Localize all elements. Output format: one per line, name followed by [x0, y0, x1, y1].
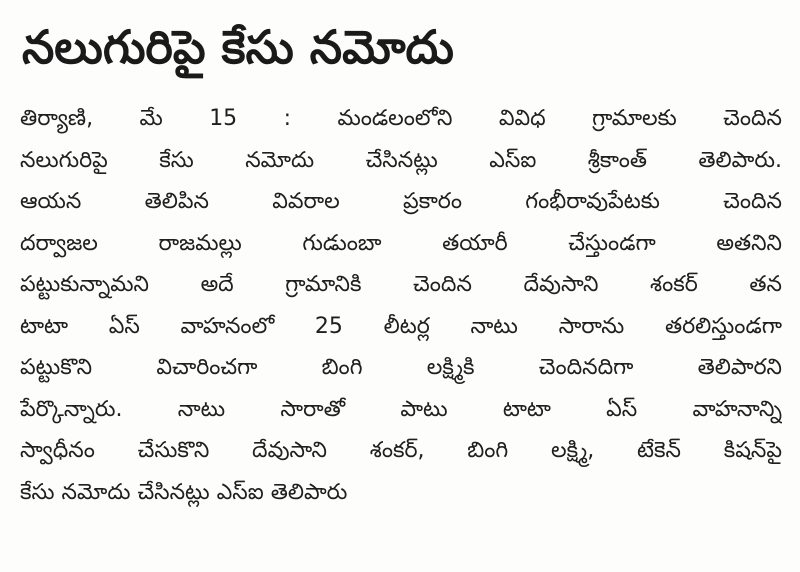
article-line: పట్టుకున్నామని అదే గ్రామానికి చెందిన దేవుసాని శంకర్ తన — [20, 272, 782, 297]
article-line: స్వాధీనం చేసుకొని దేవుసాని శంకర్, బింగి లక్ష్మి, టేకెన్ కిషన్‌పై — [20, 438, 782, 463]
article-headline: నలుగురిపై కేసు నమోదు — [22, 20, 454, 74]
article-line: దర్వాజల రాజమల్లు గుడుంబా తయారీ చేస్తుండగా అతనిని — [20, 230, 782, 256]
article-line: పేర్కొన్నారు. నాటు సారాతో పాటు టాటా ఏస్ వాహనాన్ని — [20, 396, 782, 422]
article-line: పట్టుకొని విచారించగా బింగి లక్ష్మికి చెందినదిగా తెలిపారని — [20, 355, 782, 380]
article-line: నలుగురిపై కేసు నమోదు చేసినట్లు ఎస్ఐ శ్రీకాంత్ తెలిపారు. — [20, 147, 782, 173]
article-line: ఆయన తెలిపిన వివరాల ప్రకారం గంభీరావుపేటకు చెందిన — [20, 189, 782, 214]
article-body — [20, 98, 782, 513]
article-line: కేసు నమోదు చేసినట్లు ఎస్ఐ తెలిపారు — [20, 479, 348, 505]
article-line: టాటా ఏస్ వాహనంలో 25 లీటర్ల నాటు సారాను తరలిస్తుండగా — [20, 313, 782, 339]
article-line: తిర్యాణి, మే 15 : మండలంలోని వివిధ గ్రామాలకు చెందిన — [20, 106, 782, 131]
